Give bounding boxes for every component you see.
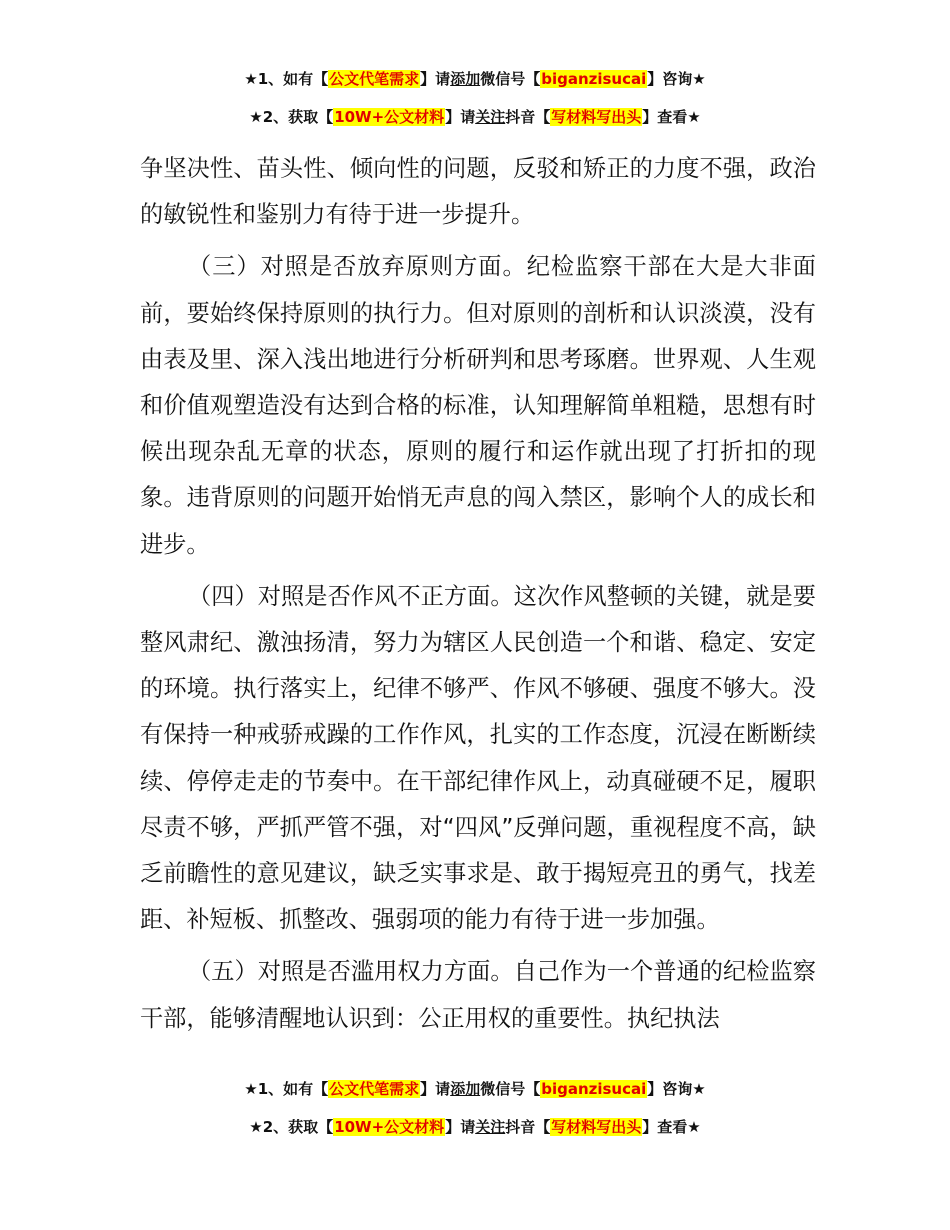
promo-prefix: 2、获取【 [262, 1118, 334, 1136]
promo-text: 抖音【 [505, 108, 551, 126]
promo-text: 】请 [420, 1080, 451, 1098]
footer-promo-line-2 [0, 1116, 950, 1137]
promo-emphasis: 添加 [450, 70, 481, 88]
promo-prefix: 1、如有【 [257, 1080, 329, 1098]
promo-highlight-service: 公文代笔需求 [329, 70, 420, 88]
promo-highlight-wechat: biganzisucai [541, 1080, 647, 1098]
document-body [140, 146, 816, 1042]
promo-emphasis: 关注 [475, 1118, 506, 1136]
promo-text: 微信号【 [480, 70, 541, 88]
promo-suffix: 】咨询★ [647, 1080, 706, 1098]
star-icon: ★ [249, 108, 263, 126]
promo-suffix: 】查看★ [642, 1118, 701, 1136]
promo-prefix: 1、如有【 [257, 70, 329, 88]
promo-text: 】请 [445, 108, 476, 126]
promo-highlight-douyin: 写材料写出头 [551, 1118, 642, 1136]
promo-suffix: 】咨询★ [647, 70, 706, 88]
promo-highlight-service: 公文代笔需求 [329, 1080, 420, 1098]
promo-highlight-materials: 10W+公文材料 [334, 108, 445, 126]
paragraph-section-3: （三）对照是否放弃原则方面。纪检监察干部在大是大非面前，要始终保持原则的执行力。但对原则的剖析和认识淡漠，没有由表及里、深入浅出地进行分析研判和思考琢磨。世界观、人生观和价值观塑造没有达到合格的标准，认知理解简单粗糙，思想有时候出现杂乱无章的状态，原则的履行和运作就出现了打折扣的现象。违背原则的问题开始悄无声息的闯入禁区，影响个人的成长和进步。 [140, 253, 816, 558]
promo-text: 】请 [420, 70, 451, 88]
paragraph-continuation: 争坚决性、苗头性、倾向性的问题，反驳和矫正的力度不强，政治的敏锐性和鉴别力有待于进一步提升。 [140, 155, 816, 229]
promo-text: 】请 [445, 1118, 476, 1136]
header-promo-line-1 [0, 68, 950, 89]
star-icon: ★ [249, 1118, 263, 1136]
paragraph-section-4: （四）对照是否作风不正方面。这次作风整顿的关键，就是要整风肃纪、激浊扬清，努力为辖区人民创造一个和谐、稳定、安定的环境。执行落实上，纪律不够严、作风不够硬、强度不够大。没有保持一种戒骄戒躁的工作作风，扎实的工作态度，沉浸在断断续续、停停走走的节奏中。在干部纪律作风上，动真碰硬不足，履职尽责不够，严抓严管不强，对“四风”反弹问题，重视程度不高，缺乏前瞻性的意见建议，缺乏实事求是、敢于揭短亮丑的勇气，找差距、补短板、抓整改、强弱项的能力有待于进一步加强。 [140, 582, 816, 934]
promo-highlight-wechat: biganzisucai [541, 70, 647, 88]
header-promo-line-2 [0, 106, 950, 127]
footer-promo-line-1 [0, 1078, 950, 1099]
star-icon: ★ [244, 1080, 258, 1098]
promo-emphasis: 添加 [450, 1080, 481, 1098]
star-icon: ★ [244, 70, 258, 88]
paragraph-section-5: （五）对照是否滥用权力方面。自己作为一个普通的纪检监察干部，能够清醒地认识到：公正用权的重要性。执纪执法 [140, 958, 816, 1032]
promo-emphasis: 关注 [475, 108, 506, 126]
promo-text: 抖音【 [505, 1118, 551, 1136]
promo-text: 微信号【 [480, 1080, 541, 1098]
promo-highlight-materials: 10W+公文材料 [334, 1118, 445, 1136]
promo-suffix: 】查看★ [642, 108, 701, 126]
promo-prefix: 2、获取【 [262, 108, 334, 126]
promo-highlight-douyin: 写材料写出头 [551, 108, 642, 126]
